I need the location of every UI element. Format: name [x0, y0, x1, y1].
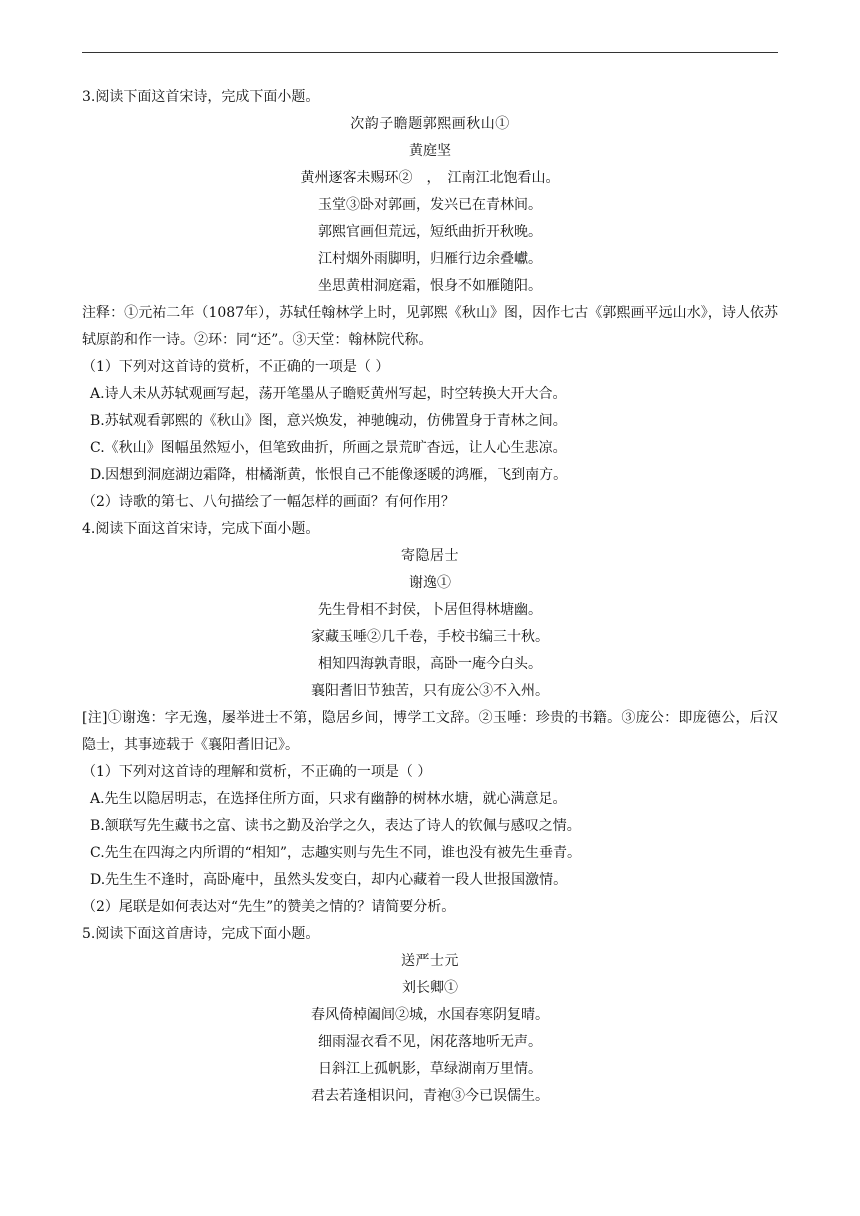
- header-rule: [82, 52, 778, 53]
- annotation-note: [注]①谢逸：字无逸，屡举进士不第，隐居乡间，博学工文辞。②玉唾：珍贵的书籍。③庞公：即庞德公，后汉隐士，其事迹载于《襄阳耆旧记》。: [82, 710, 778, 753]
- poem-line: 黄州逐客未赐环② ， 江南江北饱看山。: [300, 170, 560, 186]
- option-a: A.诗人未从苏轼观画写起，荡开笔墨从子瞻贬黄州写起，时空转换大开大合。: [90, 386, 567, 402]
- poem-line: 襄阳耆旧节独苦，只有庞公③不入州。: [311, 683, 549, 699]
- annotation-note: 注释：①元祐二年（1087年），苏轼任翰林学上时，见郭熙《秋山》图，因作七古《郭熙画平远山水》，诗人依苏轼原韵和作一诗。②环：同“还”。③天堂：翰林院代称。: [82, 305, 778, 348]
- poem-line: 相知四海孰青眼，高卧一庵今白头。: [318, 656, 542, 672]
- poem-title: 次韵子瞻题郭熙画秋山①: [350, 116, 510, 132]
- option-d: D.先生生不逢时，高卧庵中，虽然头发变白，却内心藏着一段人世报国激情。: [90, 872, 568, 888]
- option-b: B.苏轼观看郭熙的《秋山》图，意兴焕发，神驰魄动，仿佛置身于青林之间。: [90, 413, 567, 429]
- sub-question-2: （2）尾联是如何表达对“先生”的赞美之情的？请简要分析。: [82, 899, 456, 915]
- poem-line: 家藏玉唾②几千卷，手校书编三十秋。: [311, 629, 549, 645]
- question-heading: 4.阅读下面这首宋诗，完成下面小题。: [82, 521, 320, 537]
- poem-title: 寄隐居士: [401, 548, 459, 564]
- poem-line: 江村烟外雨脚明，归雁行边余叠巘。: [318, 251, 542, 267]
- sub-question-1: （1）下列对这首诗的理解和赏析，不正确的一项是（ ）: [82, 764, 432, 780]
- poem-line: 日斜江上孤帆影，草绿湖南万里情。: [318, 1061, 542, 1077]
- option-c: C.《秋山》图幅虽然短小，但笔致曲折，所画之景荒旷杳远，让人心生悲凉。: [90, 440, 567, 456]
- option-c: C.先生在四海之内所谓的“相知”，志趣实则与先生不同，谁也没有被先生垂青。: [90, 845, 581, 861]
- poem-line: 君去若逢相识问，青袍③今已误儒生。: [311, 1088, 549, 1104]
- poem-author: 谢逸①: [409, 575, 451, 591]
- question-5: [82, 921, 778, 1110]
- question-3: [82, 84, 778, 516]
- option-b: B.颔联写先生藏书之富、读书之勤及治学之久，表达了诗人的钦佩与感叹之情。: [90, 818, 581, 834]
- poem-line: 玉堂③卧对郭画，发兴已在青林间。: [318, 197, 542, 213]
- question-heading: 3.阅读下面这首宋诗，完成下面小题。: [82, 89, 320, 105]
- poem-author: 刘长卿①: [402, 980, 458, 996]
- poem-line: 郭熙官画但荒远，短纸曲折开秋晚。: [318, 224, 542, 240]
- sub-question-1: （1）下列对这首诗的赏析，不正确的一项是（ ）: [82, 359, 390, 375]
- poem-author: 黄庭坚: [409, 143, 451, 159]
- option-a: A.先生以隐居明志，在选择住所方面，只求有幽静的树林水塘，就心满意足。: [90, 791, 567, 807]
- poem-title: 送严士元: [401, 953, 459, 969]
- poem-line: 坐思黄柑洞庭霜，恨身不如雁随阳。: [318, 278, 542, 294]
- poem-line: 春风倚棹阖闾②城，水国春寒阴复晴。: [311, 1007, 549, 1023]
- document-page: [82, 84, 778, 1110]
- poem-line: 先生骨相不封侯，卜居但得林塘幽。: [318, 602, 542, 618]
- sub-question-2: （2）诗歌的第七、八句描绘了一幅怎样的画面？有何作用？: [82, 494, 455, 510]
- poem-line: 细雨湿衣看不见，闲花落地听无声。: [318, 1034, 542, 1050]
- question-4: [82, 516, 778, 921]
- question-heading: 5.阅读下面这首唐诗，完成下面小题。: [82, 926, 320, 942]
- option-d: D.因想到洞庭湖边霜降，柑橘渐黄，怅恨自己不能像逐暖的鸿雁，飞到南方。: [90, 467, 568, 483]
